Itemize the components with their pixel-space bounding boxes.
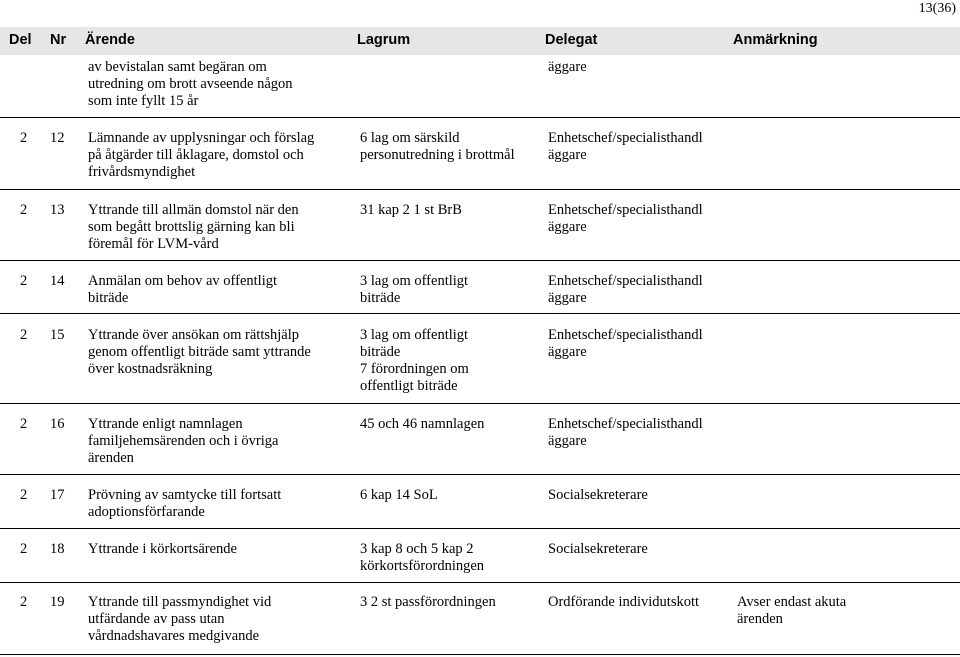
lagrum-cell: 45 och 46 namnlagen <box>360 416 485 432</box>
lagrum-cell: 3 lag om offentligt biträde 7 förordningen om offentligt biträde <box>360 327 469 394</box>
lagrum-cell: 3 lag om offentligt biträde <box>360 273 469 306</box>
delegat-cell: Enhetschef/specialisthandl äggare <box>548 273 703 306</box>
row-divider <box>0 117 960 118</box>
row-divider <box>0 403 960 404</box>
arende-cell: Lämnande av upplysningar och förslag på åtgärder till åklagare, domstol och frivårdsmyndighet <box>88 130 315 180</box>
nr-cell: 13 <box>50 202 65 218</box>
row-divider <box>0 474 960 475</box>
nr-cell: 16 <box>50 416 65 432</box>
del-cell: 2 <box>20 273 28 289</box>
lagrum-cell: 6 kap 14 SoL <box>360 487 438 503</box>
nr-cell: 18 <box>50 541 65 557</box>
del-cell: 2 <box>20 416 28 432</box>
lagrum-cell: 6 lag om särskild personutredning i brottmål <box>360 130 515 163</box>
header-del: Del <box>9 32 32 48</box>
delegat-cell: Socialsekreterare <box>548 541 648 557</box>
delegat-cell: Enhetschef/specialisthandl äggare <box>548 327 703 360</box>
del-cell: 2 <box>20 130 28 146</box>
del-cell: 2 <box>20 327 28 343</box>
delegat-cell: Enhetschef/specialisthandl äggare <box>548 416 703 449</box>
row-divider <box>0 582 960 583</box>
arende-cell: Yttrande till passmyndighet vid utfärdande av pass utan vårdnadshavares medgivande <box>88 594 272 644</box>
delegat-cell: Enhetschef/specialisthandl äggare <box>548 130 703 163</box>
anmarkning-cell: Avser endast akuta ärenden <box>737 594 847 627</box>
delegat-cell: äggare <box>548 59 587 75</box>
arende-cell: Yttrande i körkortsärende <box>88 541 237 557</box>
nr-cell: 12 <box>50 130 65 146</box>
row-divider <box>0 313 960 314</box>
delegat-cell: Enhetschef/specialisthandl äggare <box>548 202 703 235</box>
header-lagrum: Lagrum <box>357 32 411 48</box>
del-cell: 2 <box>20 202 28 218</box>
nr-cell: 15 <box>50 327 65 343</box>
arende-cell: av bevistalan samt begäran om utredning om brott avseende någon som inte fyllt 15 år <box>88 59 293 109</box>
lagrum-cell: 31 kap 2 1 st BrB <box>360 202 462 218</box>
row-divider <box>0 654 960 655</box>
lagrum-cell: 3 2 st passförordningen <box>360 594 496 610</box>
arende-cell: Yttrande till allmän domstol när den som begått brottslig gärning kan bli föremål för LVM-vård <box>88 202 299 252</box>
del-cell: 2 <box>20 594 28 610</box>
arende-cell: Anmälan om behov av offentligt biträde <box>88 273 277 306</box>
row-divider <box>0 260 960 261</box>
header-anmarkning: Anmärkning <box>733 32 818 48</box>
nr-cell: 17 <box>50 487 65 503</box>
row-divider <box>0 189 960 190</box>
table-header <box>0 27 960 55</box>
delegat-cell: Socialsekreterare <box>548 487 648 503</box>
arende-cell: Yttrande över ansökan om rättshjälp genom offentligt biträde samt yttrande över kostnadsräkning <box>88 327 311 377</box>
page-number: 13(36) <box>918 1 956 16</box>
nr-cell: 19 <box>50 594 65 610</box>
del-cell: 2 <box>20 487 28 503</box>
header-delegat: Delegat <box>545 32 598 48</box>
header-arende: Ärende <box>85 32 135 48</box>
lagrum-cell: 3 kap 8 och 5 kap 2 körkortsförordningen <box>360 541 485 574</box>
delegat-cell: Ordförande individutskott <box>548 594 700 610</box>
arende-cell: Yttrande enligt namnlagen familjehemsärenden och i övriga ärenden <box>88 416 279 466</box>
del-cell: 2 <box>20 541 28 557</box>
arende-cell: Prövning av samtycke till fortsatt adoptionsförfarande <box>88 487 282 520</box>
header-nr: Nr <box>50 32 67 48</box>
nr-cell: 14 <box>50 273 65 289</box>
row-divider <box>0 528 960 529</box>
